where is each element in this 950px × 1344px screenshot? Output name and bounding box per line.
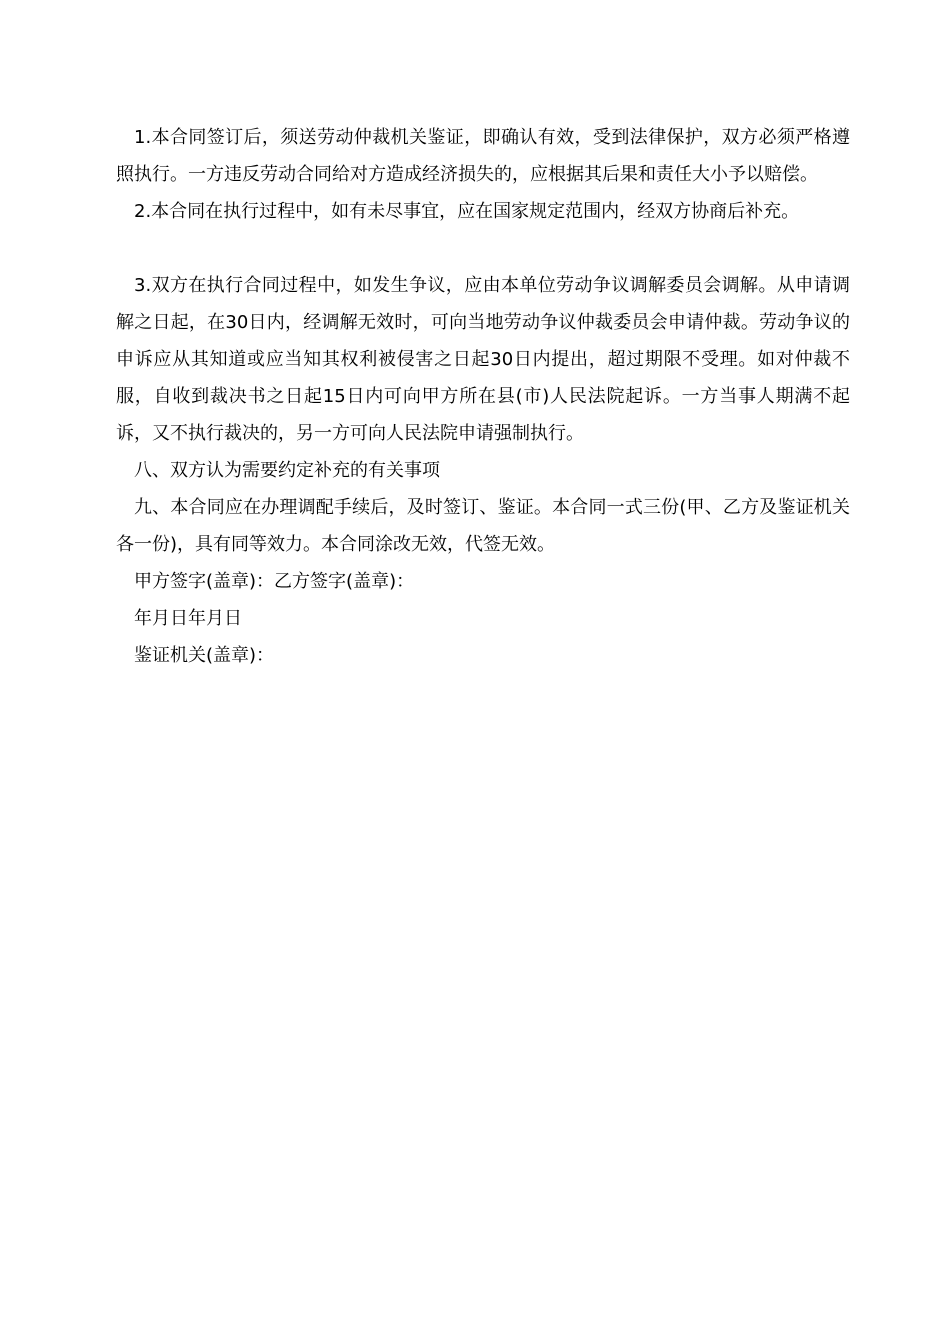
document-page	[116, 119, 850, 674]
section-9: 九、本合同应在办理调配手续后，及时签订、鉴证。本合同一式三份(甲、乙方及鉴证机关各一份)，具有同等效力。本合同涂改无效，代签无效。	[116, 497, 850, 555]
section-8: 八、双方认为需要约定补充的有关事项	[134, 460, 440, 481]
signature-line: 甲方签字(盖章)：乙方签字(盖章)：	[134, 571, 415, 592]
authority-seal-line: 鉴证机关(盖章)：	[134, 645, 275, 666]
date-line: 年月日年月日	[134, 608, 242, 629]
clause-1: 1.本合同签订后，须送劳动仲裁机关鉴证，即确认有效，受到法律保护，双方必须严格遵照执行。一方违反劳动合同给对方造成经济损失的，应根据其后果和责任大小予以赔偿。	[116, 127, 850, 185]
paragraph-gap	[116, 230, 850, 267]
clause-3: 3.双方在执行合同过程中，如发生争议，应由本单位劳动争议调解委员会调解。从申请调解之日起，在30日内，经调解无效时，可向当地劳动争议仲裁委员会申请仲裁。劳动争议的申诉应从其知道或应当知其权利被侵害之日起30日内提出，超过期限不受理。如对仲裁不服，自收到裁决书之日起15日内可向甲方所在县(市)人民法院起诉。一方当事人期满不起诉，又不执行裁决的，另一方可向人民法院申请强制执行。	[116, 275, 850, 444]
clause-2: 2.本合同在执行过程中，如有未尽事宜，应在国家规定范围内，经双方协商后补充。	[134, 201, 800, 222]
